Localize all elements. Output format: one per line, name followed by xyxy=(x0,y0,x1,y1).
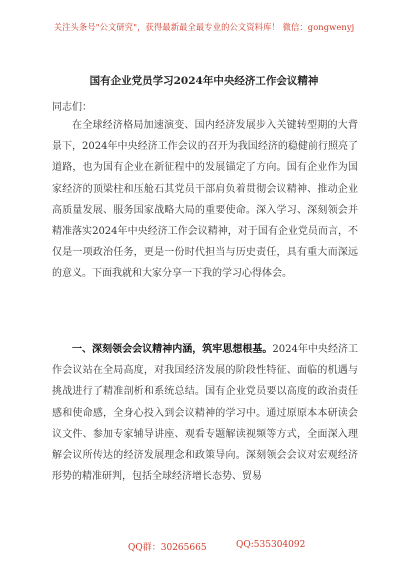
paragraph-intro: 在全球经济格局加速演变、国内经济发展步入关键转型期的大背景下，2024年中央经济工作会议的召开为我国经济的稳健前行照亮了道路，也为国有企业在新征程中的发展锚定了方向。国有企业作为国家经济的顶梁柱和压舱石其党员干部肩负着贯彻会议精神、推动企业高质量发展、服务国家战略大局的重要使命。深入学习、深刻领会并精准落实2024年中央经济工作会议精神，对于国有企业党员而言，不仅是一项政治任务，更是一份时代担当与历史责任，具有重大而深远的意义。下面我就和大家分享一下我的学习心得体会。 xyxy=(52,120,358,280)
header-note: 关注头条号"公文研究"，获得最新最全最专业的公文资料库！ 微信：gongwenyj xyxy=(53,22,355,32)
section-heading: 一、深刻领会会议精神内涵，筑牢思想根基。 xyxy=(72,344,273,355)
footer-qq-contact: QQ:535304092 xyxy=(236,540,306,550)
document-title: 国有企业党员学习2024年中央经济工作会议精神 xyxy=(89,75,319,87)
paragraph-section-1 xyxy=(52,339,358,487)
section-body: 2024年中央经济工作会议站在全局高度，对我国经济发展的阶段性特征、面临的机遇与挑战进行了精准剖析和系统总结。国有企业党员要以高度的政治责任感和使命感，全身心投入到会议精神的学习中。通过原原本本研读会议文件、参加专家辅导讲座、观看专题解读视频等方式，全面深入理解会议所传达的经济发展理念和政策导向。深刻领会会议对宏观经济形势的精准研判，包括全球经济增长态势、贸易 xyxy=(52,344,358,483)
salutation: 同志们： xyxy=(52,102,92,113)
footer-qq-group: QQ群：30265665 xyxy=(128,543,207,553)
